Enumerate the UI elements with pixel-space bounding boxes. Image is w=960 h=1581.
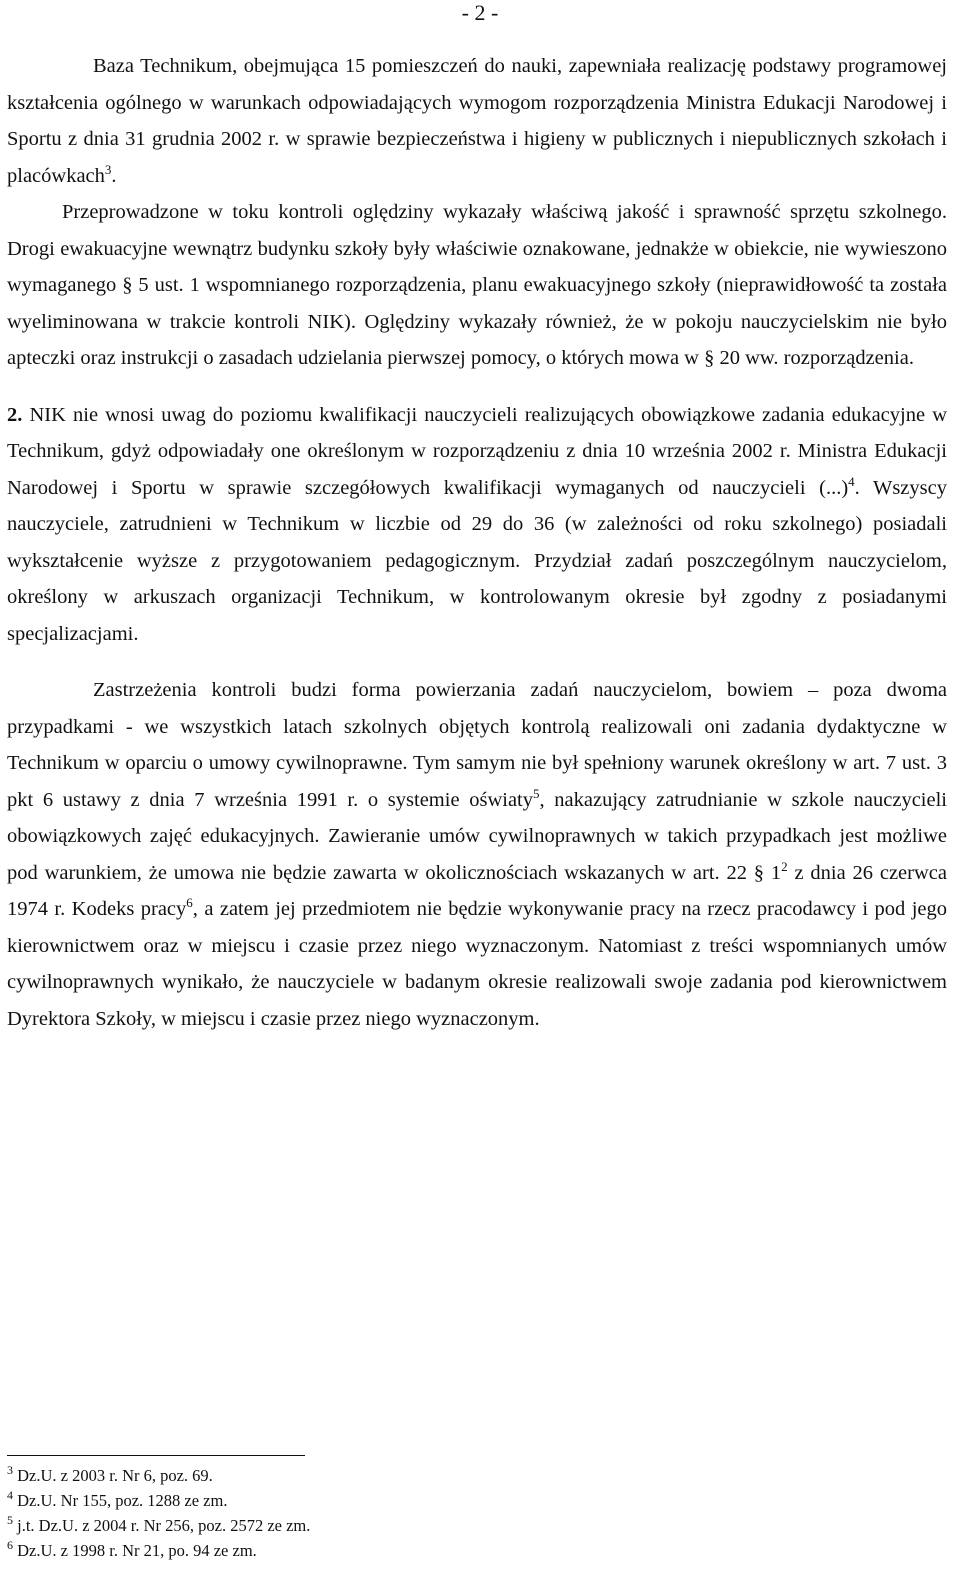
footnote-item [7, 1538, 707, 1563]
footnote-mark: 6 [7, 1538, 13, 1552]
footnote-item [7, 1463, 707, 1488]
footnote-text: Dz.U. Nr 155, poz. 1288 ze zm. [17, 1491, 228, 1510]
paragraph-text: , a zatem jej przedmiotem nie będzie wykonywanie pracy na rzecz pracodawcy i pod jego kierownictwem oraz w miejscu i czasie przez niego wyznaczonym. Natomiast z treści wspomnianych umów cywilnoprawnych wynikało, że nauczyciele w badanym okresie realizowali swoje zadania pod kierownictwem Dyrektora Szkoły, w miejscu i czasie przez niego wyznaczonym. [7, 898, 947, 1030]
page-number: - 2 - [461, 0, 499, 25]
footnote-text: j.t. Dz.U. z 2004 r. Nr 256, poz. 2572 ze zm. [17, 1516, 311, 1535]
paragraph-text: Zastrzeżenia kontroli budzi forma powierzania zadań nauczycielom, bowiem – poza dwoma przypadkami - we wszystkich latach szkolnych objętych kontrolą realizowali oni zadania dydaktyczne w Technikum w oparciu o umowy cywilnoprawne. Tym samym nie był spełniony warunek określony w art. 7 ust. 3 pkt 6 ustawy z dnia 7 września 1991 r. o systemie oświaty [7, 679, 947, 811]
paragraph-school-facilities [7, 48, 947, 194]
footnote-text: Dz.U. z 2003 r. Nr 6, poz. 69. [17, 1466, 213, 1485]
footnote-text: Dz.U. z 1998 r. Nr 21, po. 94 ze zm. [17, 1541, 257, 1560]
document-body [7, 48, 947, 1037]
footnote-mark: 3 [7, 1463, 13, 1477]
section-number: 2. [7, 403, 23, 426]
footnotes [7, 1463, 707, 1563]
paragraph-reservations [7, 672, 947, 1037]
paragraph-qualifications [7, 397, 947, 653]
footnote-mark: 4 [7, 1488, 13, 1502]
footnote-ref: 4 [848, 473, 855, 489]
paragraph-text: Przeprowadzone w toku kontroli oględziny wykazały właściwą jakość i sprawność sprzętu szkolnego. Drogi ewakuacyjne wewnątrz budynku szkoły były właściwie oznakowane, jednakże w obiekcie, nie wywieszono wymaganego § 5 ust. 1 wspomnianego rozporządzenia, planu ewakuacyjnego szkoły (nieprawidłowość ta została wyeliminowana w trakcie kontroli NIK). Oględziny wykazały również, że w pokoju nauczycielskim nie było apteczki oraz instrukcji o zasadach udzielania pierwszej pomocy, o których mowa w § 20 ww. rozporządzenia. [7, 201, 947, 369]
paragraph-text: NIK nie wnosi uwag do poziomu kwalifikacji nauczycieli realizujących obowiązkowe zadania edukacyjne w Technikum, gdyż odpowiadały one określonym w rozporządzeniu z dnia 10 września 2002 r. Ministra Edukacji Narodowej i Sportu w sprawie szczegółowych kwalifikacji wymaganych od nauczycieli (...) [7, 403, 947, 499]
footnote-separator [7, 1455, 305, 1456]
footnote-ref: 3 [104, 161, 112, 177]
paragraph-text: . Wszyscy nauczyciele, zatrudnieni w Technikum w liczbie od 29 do 36 (w zależności od roku szkolnego) posiadali wykształcenie wyższe z przygotowaniem pedagogicznym. Przydział zadań poszczególnym nauczycielom, określony w arkuszach organizacji Technikum, w kontrolowanym okresie był zgodny z posiadanymi specjalizacjami. [7, 476, 947, 645]
paragraph-text: . [111, 164, 117, 187]
footnote-mark: 5 [7, 1513, 13, 1527]
paragraph-inspection [7, 194, 947, 377]
footnote-item [7, 1513, 707, 1538]
paragraph-text: Baza Technikum, obejmująca 15 pomieszczeń do nauki, zapewniała realizację podstawy programowej kształcenia ogólnego w warunkach odpowiadających wymogom rozporządzenia Ministra Edukacji Narodowej i Sportu z dnia 31 grudnia 2002 r. w sprawie bezpieczeństwa i higieny w publicznych i niepublicznych szkołach i placówkach [7, 55, 947, 187]
paragraph-text: z dnia 26 czerwca 1974 r. Kodeks pracy [7, 861, 947, 920]
footnote-item [7, 1488, 707, 1513]
superscript-number: 2 [781, 858, 788, 874]
paragraph-text: , nakazujący zatrudnianie w szkole nauczycieli obowiązkowych zajęć edukacyjnych. Zawieranie umów cywilnoprawnych w takich przypadkach jest możliwe pod warunkiem, że umowa nie będzie zawarta w okolicznościach wskazanych w art. 22 § 1 [7, 788, 947, 884]
footnote-ref: 6 [186, 895, 193, 910]
footnote-ref: 5 [533, 785, 540, 801]
